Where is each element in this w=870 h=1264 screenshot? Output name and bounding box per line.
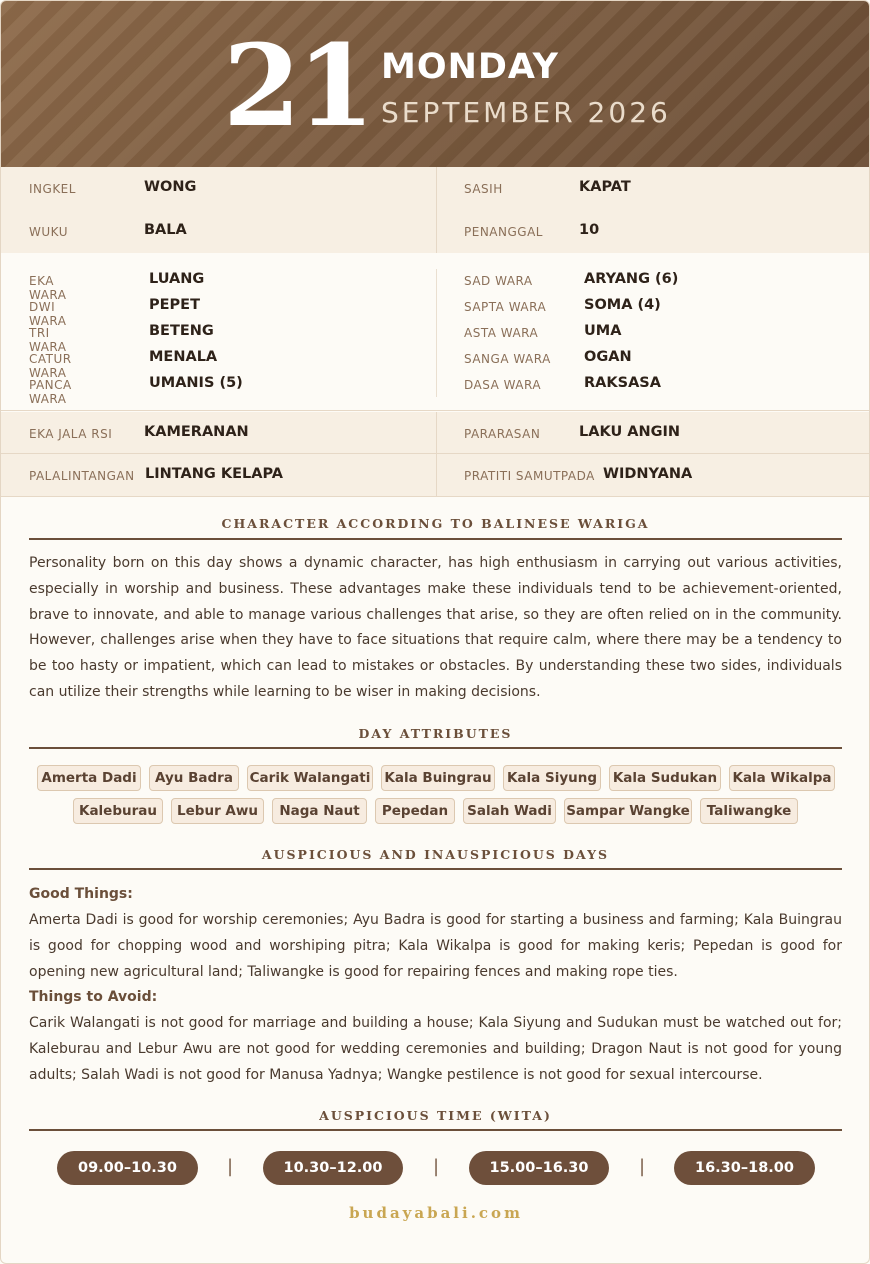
- attribute-chip: Pepedan: [375, 798, 455, 824]
- time-separator: |: [227, 1156, 234, 1177]
- row-wuku-penanggal: [1, 210, 870, 254]
- eka-jala-rsi-value: KAMERANAN: [144, 424, 249, 440]
- wara-label: CATUR WARA: [29, 352, 72, 380]
- good-heading: Good Things:: [29, 886, 133, 902]
- cell-penanggal: [436, 210, 870, 254]
- avoid-heading: Things to Avoid:: [29, 989, 158, 1005]
- row-ingkel-sasih: [1, 167, 870, 211]
- weekday-label: MONDAY: [381, 47, 560, 87]
- ingkel-label: INGKEL: [29, 182, 76, 196]
- good-text: Amerta Dadi is good for worship ceremonies; Ayu Badra is good for starting a business and farming; Kala Buingrau is good for chopping wood and worshiping pitra; Kala Wikalpa is good for making keris; Pepedan is good for opening new agricultural land; Taliwangke is good for repairing fences and making rope ties.: [29, 912, 842, 980]
- attribute-chip: Kaleburau: [73, 798, 163, 824]
- wara-value: OGAN: [584, 349, 632, 365]
- wara-value: MENALA: [149, 349, 218, 365]
- wara-value: UMANIS (5): [149, 375, 243, 391]
- avoid-text: Carik Walangati is not good for marriage and building a house; Kala Siyung and Sudukan must be watched out for; Kaleburau and Lebur Awu are not good for wedding ceremonies and building; Dragon Naut is not good for young adults; Salah Wadi is not good for Manusa Yadnya; Wangke pestilence is not good for sexual intercourse.: [29, 1015, 842, 1083]
- wara-value: ARYANG (6): [584, 271, 679, 287]
- wara-value: PEPET: [149, 297, 200, 313]
- wara-table: [1, 253, 870, 411]
- attribute-chip: Ayu Badra: [149, 765, 239, 791]
- date-header: [1, 1, 870, 167]
- wara-label: SAPTA WARA: [464, 300, 547, 314]
- penanggal-label: PENANGGAL: [464, 225, 543, 239]
- cell-pararasan: [436, 412, 870, 454]
- wara-label: ASTA WARA: [464, 326, 539, 340]
- cell-sasih: [436, 167, 870, 211]
- penanggal-value: 10: [579, 222, 600, 238]
- wuku-label: WUKU: [29, 225, 68, 239]
- character-text: Personality born on this day shows a dynamic character, has high enthusiasm in carrying out various activities, especially in worship and business. These advantages make these individuals tend to be achievement-oriented, brave to innovate, and able to manage various challenges that arise, so they are often relied on in the community. However, challenges arise when they have to face situations that require calm, where there may be a tendency to be too hasty or impatient, which can lead to mistakes or obstacles. By understanding these two sides, individuals can utilize their strengths while learning to be wiser in making decisions.: [29, 555, 842, 700]
- wara-label: TRI WARA: [29, 326, 67, 354]
- pararasan-label: PARARASAN: [464, 427, 541, 441]
- wara-value: RAKSASA: [584, 375, 661, 391]
- time-slot: 09.00–10.30: [57, 1151, 198, 1185]
- attribute-chip: Taliwangke: [700, 798, 798, 824]
- character-title: CHARACTER ACCORDING TO BALINESE WARIGA: [221, 516, 650, 531]
- ingkel-value: WONG: [144, 179, 197, 195]
- times-rule: [29, 1129, 842, 1131]
- site-footer: budayabali.com: [349, 1204, 523, 1222]
- attribute-chip: Kala Siyung: [503, 765, 601, 791]
- row-palalintangan-pratiti: [1, 454, 870, 497]
- wara-label: PANCA WARA: [29, 378, 72, 406]
- pararasan-value: LAKU ANGIN: [579, 424, 681, 440]
- cell-pratiti: [436, 454, 870, 497]
- pratiti-value: WIDNYANA: [603, 466, 693, 482]
- time-slot: 15.00–16.30: [469, 1151, 609, 1185]
- time-separator: |: [639, 1156, 646, 1177]
- attribute-chip: Naga Naut: [272, 798, 367, 824]
- auspicious-rule: [29, 868, 842, 870]
- wara-label: DASA WARA: [464, 378, 542, 392]
- wara-label: SANGA WARA: [464, 352, 551, 366]
- wara-label: SAD WARA: [464, 274, 533, 288]
- wara-divider: [436, 269, 437, 397]
- time-slot: 16.30–18.00: [674, 1151, 815, 1185]
- attributes-title: DAY ATTRIBUTES: [358, 726, 513, 741]
- eka-jala-rsi-label: EKA JALA RSI: [29, 427, 113, 441]
- sasih-value: KAPAT: [579, 179, 631, 195]
- attributes-rule: [29, 747, 842, 749]
- cell-eka-jala-rsi: [1, 412, 436, 454]
- day-number: 21: [223, 21, 371, 152]
- times-title: AUSPICIOUS TIME (WITA): [319, 1108, 552, 1123]
- attribute-chip: Lebur Awu: [171, 798, 264, 824]
- row-ekajalarsi-pararasan: [1, 412, 870, 454]
- wara-value: UMA: [584, 323, 622, 339]
- cell-ingkel: [1, 167, 436, 211]
- month-year-label: SEPTEMBER 2026: [381, 96, 671, 129]
- pratiti-label: PRATITI SAMUTPADA: [464, 469, 595, 483]
- time-separator: |: [433, 1156, 440, 1177]
- attribute-chip: Kala Wikalpa: [729, 765, 835, 791]
- character-rule: [29, 538, 842, 540]
- palalintangan-label: PALALINTANGAN: [29, 469, 135, 483]
- wuku-value: BALA: [144, 222, 187, 238]
- attribute-chip: Kala Sudukan: [609, 765, 721, 791]
- sasih-label: SASIH: [464, 182, 503, 196]
- cell-palalintangan: [1, 454, 436, 497]
- cell-wuku: [1, 210, 436, 254]
- wara-label: DWI WARA: [29, 300, 67, 328]
- wara-value: BETENG: [149, 323, 214, 339]
- wara-value: LUANG: [149, 271, 205, 287]
- attribute-chip: Salah Wadi: [463, 798, 556, 824]
- attribute-chip: Amerta Dadi: [37, 765, 141, 791]
- palalintangan-value: LINTANG KELAPA: [145, 466, 283, 482]
- time-slot: 10.30–12.00: [263, 1151, 403, 1185]
- attribute-chip: Carik Walangati: [247, 765, 373, 791]
- attribute-chip: Kala Buingrau: [381, 765, 495, 791]
- auspicious-title: AUSPICIOUS AND INAUSPICIOUS DAYS: [261, 847, 610, 862]
- wara-value: SOMA (4): [584, 297, 661, 313]
- wara-label: EKA WARA: [29, 274, 67, 302]
- attribute-chip: Sampar Wangke: [564, 798, 692, 824]
